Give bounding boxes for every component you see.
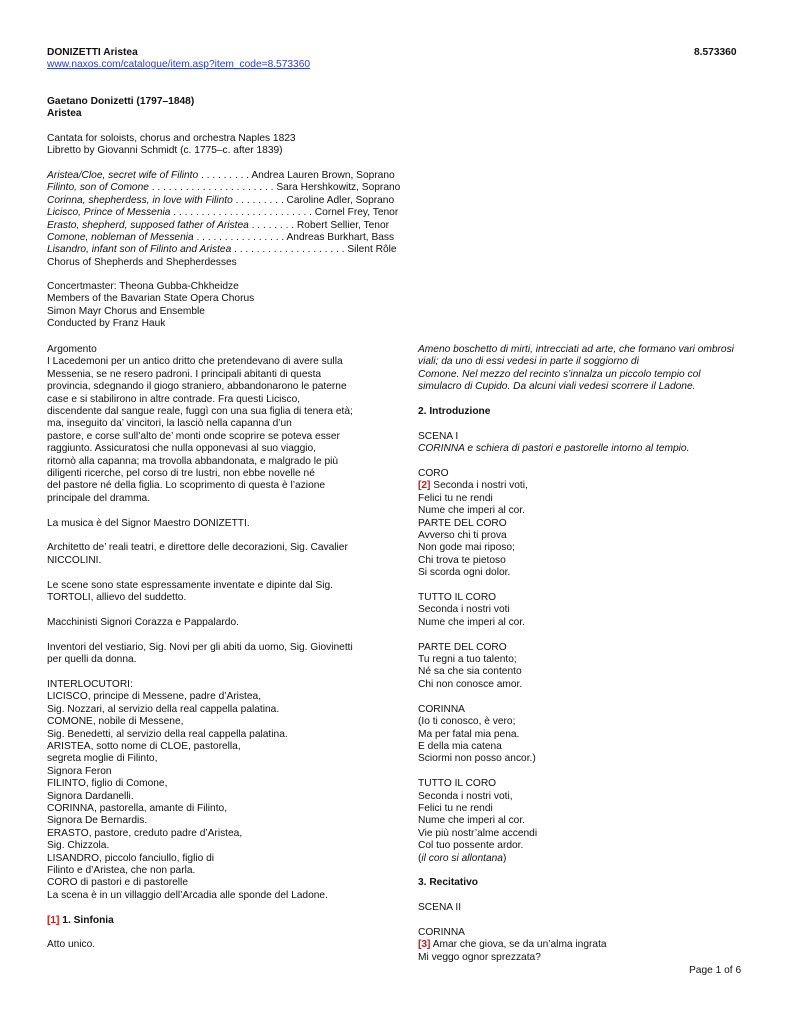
architetto-credit: Architetto de’ reali teatri, e direttore delle decorazioni, Sig. Cavalier NICCOLINI.: [47, 542, 348, 566]
stage-direction: Ameno boschetto di mirti, intrecciati ad arte, che formano vari ombrosi viali; da uno di essi vedesi in parte il soggiorno di Comone. Nel mezzo del recinto s’innalza un piccolo tempio col simulacro di Cupido. Da alcuni viali vedesi scorrere il Ladone.: [418, 344, 734, 393]
performer-credits: [47, 281, 254, 331]
track-marker: [1]: [47, 914, 60, 926]
composer-heading: Gaetano Donizetti (1797–1848): [47, 96, 195, 107]
lyric-line: Mi veggo ognor sprezzata?: [418, 951, 541, 963]
right-column: [418, 344, 748, 964]
credit-line: Members of the Bavarian State Opera Chorus: [47, 293, 255, 305]
recitativo-heading: 3. Recitativo: [418, 877, 479, 889]
cast-entry: Comone, nobleman of Messenia . . . . . . . . . . . . . . . . Andreas Burkhart, Bass: [47, 232, 395, 244]
tutto-coro-stanza: TUTTO IL CORO Seconda i nostri voti Nume che imperi al cor.: [418, 592, 526, 628]
cast-entry: Aristea/Cloe, secret wife of Filinto . . . . . . . . . Andrea Lauren Brown, Soprano: [47, 170, 395, 181]
cast-entry: Corinna, shepherdess, in love with Filinto . . . . . . . . . Caroline Adler, Soprano: [47, 194, 395, 206]
lyric-line: [3] Amar che giova, se da un’alma ingrata: [418, 939, 607, 951]
speaker-label: CORINNA: [418, 926, 465, 938]
coro-lyrics: Felici tu ne rendi Nume che imperi al cor. PARTE DEL CORO Avverso chi ti prova Non gode mai riposo; Chi trova te pietoso Si scorda ogni dolor.: [418, 492, 526, 579]
tutto-coro-stanza: TUTTO IL CORO Seconda i nostri voti, Felici tu ne rendi Nume che imperi al cor. Vie più nostr’alme accendi Col tuo possente ardor.: [418, 778, 538, 852]
work-description: Cantata for soloists, chorus and orchestra Naples 1823: [47, 133, 296, 144]
argomento-text: I Lacedemoni per un antico dritto che pretendevano di avere sulla Messenia, se ne resero padroni. I principali abitanti di questa provincia, sdegnando il giogo straniero, abbandonarono le paterne case e si stabilirono in altre contrade. Fra questi Licisco, discendente dal sangue reale, fuggì con una sua figlia di tenera età; ma, inseguito da’ vincitori, la lasciò nella capanna d’un pastore, e corse sull’alto de’ monti onde scoprire se poteva esser raggiunto. Assicuratosi che nulla opponevasi al suo viaggio, ritornò alla capanna; ma trovolla abbandonata, e malgrado le più diligenti ricerche, pel corso di tre lustri, non ebbe novelle né del pastore né della figlia. Lo scoprimento di questa è l’azione principale del dramma.: [47, 356, 353, 504]
scena-direction: CORINNA e schiera di pastori e pastorelle intorno al tempio.: [418, 443, 690, 455]
credit-line: Conducted by Franz Hauk: [47, 318, 166, 330]
document-title: DONIZETTI Aristea: [47, 47, 138, 58]
scena-label: SCENA I: [418, 430, 459, 442]
interlocutori-list: INTERLOCUTORI: LICISCO, principe di Messene, padre d’Aristea, Sig. Nozzari, al servizio della real cappella palatina. COMONE, nobile di Messene, Sig. Benedetti, al servizio della real cappella palatina. ARISTEA, sotto nome di CLOE, pastorella, segreta moglie di Filinto, Signora Feron FILINTO, figlio di Comone, Signora Dardanelli. CORINNA, pastorella, amante di Filinto, Signora De Bernardis. ERASTO, pastore, creduto padre d’Aristea, Sig. Chizzola. LISANDRO, piccolo fanciullo, figlio di Filinto e d’Aristea, che non parla. CORO di pastori e di pastorelle La scena è in un villaggio dell’Arcadia alle sponde del Ladone.: [47, 678, 328, 901]
track-marker: [2]: [418, 480, 431, 492]
cast-entry: Erasto, shepherd, supposed father of Aristea . . . . . . . . Robert Sellier, Tenor: [47, 219, 390, 231]
chorus-entry: Chorus of Shepherds and Shepherdesses: [47, 256, 237, 268]
catalogue-link[interactable]: www.naxos.com/catalogue/item.asp?item_code=8.573360: [47, 59, 311, 70]
track-1-heading: [47, 915, 367, 927]
atto-unico: Atto unico.: [47, 939, 96, 951]
libretto-credit: Libretto by Giovanni Schmidt (c. 1775–c. after 1839): [47, 145, 283, 156]
speaker-label: CORO: [418, 468, 449, 480]
exit-direction: (il coro si allontana): [418, 852, 507, 864]
argomento-heading: Argomento: [47, 344, 97, 355]
macchinisti-credit: Macchinisti Signori Corazza e Pappalardo.: [47, 616, 239, 628]
cast-entry: Licisco, Prince of Messenia . . . . . . . . . . . . . . . . . . . . . . . . . Cornel Frey, Tenor: [47, 207, 399, 219]
catalog-number: 8.573360: [694, 47, 737, 58]
parte-coro-stanza: PARTE DEL CORO Tu regni a tuo talento; Né sa che sia contento Chi non conosce amor.: [418, 641, 523, 690]
left-column: [47, 344, 367, 952]
credit-line: Simon Mayr Chorus and Ensemble: [47, 305, 205, 317]
inventori-credit: Inventori del vestiario, Sig. Novi per gli abiti da uomo, Sig. Giovinetti per quelli da donna.: [47, 641, 353, 666]
corinna-stanza: CORINNA (Io ti conosco, è vero; Ma per fatal mia pena. E della mia catena Sciormi non posso ancor.): [418, 703, 536, 765]
introduzione-heading: 2. Introduzione: [418, 406, 491, 418]
lyric-line: [2] Seconda i nostri voti,: [418, 480, 528, 492]
work-title: Aristea: [47, 108, 82, 119]
cast-entry: Filinto, son of Comone . . . . . . . . . . . . . . . . . . . . . . Sara Hershkowitz, Soprano: [47, 182, 401, 194]
page-number: Page 1 of 6: [689, 965, 742, 976]
credit-line: Concertmaster: Theona Gubba-Chkheidze: [47, 281, 239, 292]
scene-credit: Le scene sono state espressamente inventate e dipinte dal Sig. TORTOLI, allievo del suddetto.: [47, 579, 334, 604]
track-marker: [3]: [418, 939, 431, 951]
cast-list: [47, 170, 407, 269]
cast-entry: Lisandro, infant son of Filinto and Aristea . . . . . . . . . . . . . . . . . . . . Silent Rôle: [47, 244, 397, 256]
scena-label: SCENA II: [418, 902, 462, 914]
musica-credit: La musica è del Signor Maestro DONIZETTI.: [47, 517, 250, 529]
track-title: 1. Sinfonia: [62, 914, 114, 926]
